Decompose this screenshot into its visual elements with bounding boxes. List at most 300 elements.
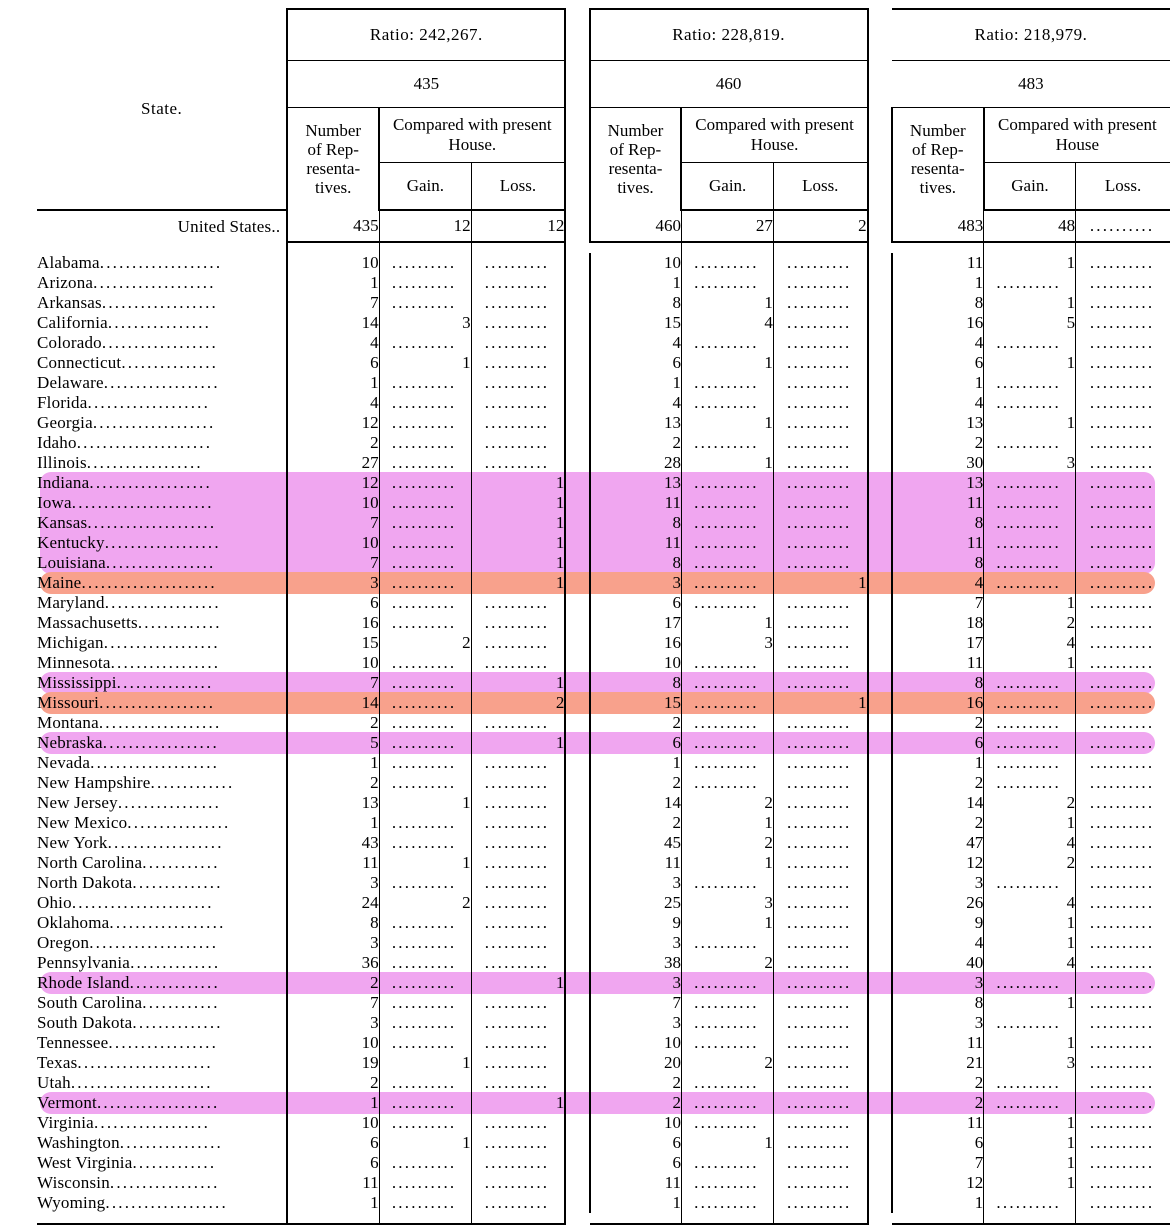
state-leader-dots: ................... xyxy=(93,273,216,292)
row-g2-loss xyxy=(773,933,867,953)
row-g2-loss xyxy=(773,333,867,353)
row-g1-loss xyxy=(471,1193,565,1213)
row-g3-number: 2 xyxy=(892,813,984,833)
row-gap-1 xyxy=(565,853,589,873)
row-g3-number: 4 xyxy=(892,333,984,353)
row-state-name xyxy=(37,493,287,513)
row-g3-gain xyxy=(984,273,1076,293)
leader-dots: .......... xyxy=(1089,1073,1155,1092)
row-gap-1 xyxy=(565,333,589,353)
group-3-number-header xyxy=(892,108,984,211)
leader-dots: .......... xyxy=(787,873,852,892)
row-g3-number: 26 xyxy=(892,893,984,913)
leader-dots: .......... xyxy=(787,373,852,392)
leader-dots: .......... xyxy=(391,613,457,632)
leader-dots: .......... xyxy=(694,973,759,992)
group-gap-4 xyxy=(868,61,892,108)
row-gap-1 xyxy=(565,393,589,413)
row-gap-2 xyxy=(868,393,892,413)
row-state-name xyxy=(37,973,287,993)
row-g3-gain xyxy=(984,753,1076,773)
leader-dots: .......... xyxy=(694,473,759,492)
state-leader-dots: ............. xyxy=(137,613,222,632)
row-g3-loss xyxy=(1076,453,1170,473)
row-g1-number: 2 xyxy=(287,1073,379,1093)
leader-dots: .......... xyxy=(694,1013,759,1032)
leader-dots: .......... xyxy=(996,1013,1061,1032)
row-state-name xyxy=(37,573,287,593)
row-g1-loss xyxy=(471,653,565,673)
row-g1-number: 27 xyxy=(287,453,379,473)
row-g2-gain xyxy=(681,333,773,353)
state-leader-dots: ................ xyxy=(107,313,212,332)
row-g2-loss xyxy=(773,1173,867,1193)
row-g1-gain: 2 xyxy=(379,633,471,653)
leader-dots: .......... xyxy=(694,673,759,692)
table-row xyxy=(37,453,1170,473)
row-g1-loss xyxy=(471,453,565,473)
row-g1-gain xyxy=(379,713,471,733)
row-gap-1 xyxy=(565,713,589,733)
leader-dots: .......... xyxy=(484,653,550,672)
row-g1-gain xyxy=(379,1073,471,1093)
row-g2-loss xyxy=(773,453,867,473)
state-leader-dots: ............... xyxy=(116,673,214,692)
row-g1-loss xyxy=(471,1073,565,1093)
row-gap-2 xyxy=(868,553,892,573)
leader-dots: .......... xyxy=(484,253,550,272)
row-state-name xyxy=(37,1113,287,1133)
leader-dots: .......... xyxy=(787,1193,852,1212)
leader-dots: .......... xyxy=(787,1173,852,1192)
row-g2-number: 16 xyxy=(590,633,682,653)
row-g3-loss xyxy=(1076,473,1170,493)
leader-dots: .......... xyxy=(996,873,1061,892)
leader-dots: .......... xyxy=(484,373,550,392)
row-g2-loss xyxy=(773,1193,867,1213)
row-g1-loss: 1 xyxy=(471,513,565,533)
leader-dots: .......... xyxy=(391,753,457,772)
row-g2-number: 2 xyxy=(590,713,682,733)
row-gap-1 xyxy=(565,633,589,653)
row-gap-2 xyxy=(868,813,892,833)
row-g1-loss: 1 xyxy=(471,493,565,513)
state-leader-dots: .................. xyxy=(102,733,219,752)
leader-dots: .......... xyxy=(391,813,457,832)
row-g1-number: 2 xyxy=(287,713,379,733)
leader-dots: .......... xyxy=(787,733,852,752)
leader-dots: .......... xyxy=(484,613,550,632)
table-row xyxy=(37,273,1170,293)
bottom-rule-cell xyxy=(1076,1213,1170,1224)
leader-dots: .......... xyxy=(1089,473,1155,492)
row-g2-number: 1 xyxy=(590,373,682,393)
row-g3-number: 8 xyxy=(892,513,984,533)
row-g3-number: 11 xyxy=(892,1033,984,1053)
bottom-rule-cell xyxy=(379,1213,471,1224)
row-gap-1 xyxy=(565,733,589,753)
row-gap-1 xyxy=(565,1113,589,1133)
leader-dots: .......... xyxy=(787,1133,852,1152)
row-g3-loss xyxy=(1076,733,1170,753)
leader-dots: .......... xyxy=(996,473,1061,492)
leader-dots: .......... xyxy=(1089,913,1155,932)
leader-dots: .......... xyxy=(996,773,1061,792)
table-row xyxy=(37,1073,1170,1093)
state-leader-dots: ............ xyxy=(142,993,220,1012)
row-g1-gain xyxy=(379,1193,471,1213)
row-g3-number: 21 xyxy=(892,1053,984,1073)
row-gap-2 xyxy=(868,613,892,633)
row-gap-1 xyxy=(565,413,589,433)
state-leader-dots: .................... xyxy=(89,933,219,952)
row-g3-number: 3 xyxy=(892,1013,984,1033)
row-g2-gain xyxy=(681,973,773,993)
row-g2-number: 6 xyxy=(590,1153,682,1173)
row-g3-gain xyxy=(984,733,1076,753)
row-g1-gain xyxy=(379,413,471,433)
row-g1-gain xyxy=(379,1153,471,1173)
leader-dots: .......... xyxy=(787,593,852,612)
row-g2-gain xyxy=(681,773,773,793)
row-g2-gain: 1 xyxy=(681,353,773,373)
state-label: Ohio xyxy=(37,893,72,912)
leader-dots: .......... xyxy=(1089,373,1155,392)
row-state-name xyxy=(37,1133,287,1153)
row-g3-number: 11 xyxy=(892,253,984,273)
row-g1-number: 36 xyxy=(287,953,379,973)
row-g2-number: 13 xyxy=(590,473,682,493)
leader-dots: .......... xyxy=(1089,553,1155,572)
state-leader-dots: .................. xyxy=(103,633,220,652)
row-gap-2 xyxy=(868,873,892,893)
group-1-ratio-header: Ratio: 242,267. xyxy=(287,9,565,61)
row-gap-2 xyxy=(868,333,892,353)
row-g2-number: 8 xyxy=(590,513,682,533)
row-g2-number: 3 xyxy=(590,933,682,953)
row-g3-number: 1 xyxy=(892,753,984,773)
row-g2-loss xyxy=(773,1133,867,1153)
row-g2-number: 10 xyxy=(590,1033,682,1053)
row-g1-number: 10 xyxy=(287,533,379,553)
row-gap-1 xyxy=(565,873,589,893)
leader-dots: .......... xyxy=(787,513,852,532)
leader-dots: .......... xyxy=(694,493,759,512)
state-leader-dots: .................. xyxy=(109,913,226,932)
row-g1-loss xyxy=(471,1173,565,1193)
row-state-name xyxy=(37,1193,287,1213)
row-gap-2 xyxy=(868,353,892,373)
row-g1-gain xyxy=(379,533,471,553)
leader-dots: .......... xyxy=(1089,773,1155,792)
leader-dots: .......... xyxy=(694,873,759,892)
state-label: Tennessee xyxy=(37,1033,109,1052)
leader-dots: .......... xyxy=(694,553,759,572)
row-g2-loss xyxy=(773,373,867,393)
row-g1-loss xyxy=(471,713,565,733)
total-g3-number: 483 xyxy=(892,210,984,242)
leader-dots: .......... xyxy=(787,413,852,432)
row-g2-loss xyxy=(773,833,867,853)
row-g2-gain xyxy=(681,713,773,733)
leader-dots: .......... xyxy=(996,693,1061,712)
row-g1-gain xyxy=(379,473,471,493)
state-leader-dots: .................. xyxy=(99,693,216,712)
row-gap-2 xyxy=(868,293,892,313)
row-g3-loss xyxy=(1076,953,1170,973)
leader-dots: .......... xyxy=(996,573,1061,592)
apportionment-table xyxy=(37,8,1170,1225)
row-g1-number: 19 xyxy=(287,1053,379,1073)
leader-dots: .......... xyxy=(391,393,457,412)
row-state-name xyxy=(37,313,287,333)
leader-dots: .......... xyxy=(787,1053,852,1072)
table-row xyxy=(37,1173,1170,1193)
row-g2-gain xyxy=(681,473,773,493)
row-g1-gain xyxy=(379,933,471,953)
row-state-name xyxy=(37,453,287,473)
row-g2-loss xyxy=(773,653,867,673)
leader-dots: .......... xyxy=(1089,753,1155,772)
row-g3-loss xyxy=(1076,513,1170,533)
table-row xyxy=(37,393,1170,413)
state-label: Michigan xyxy=(37,633,104,652)
row-g3-loss xyxy=(1076,333,1170,353)
row-g1-number: 10 xyxy=(287,1113,379,1133)
row-g3-gain xyxy=(984,1193,1076,1213)
row-g2-loss: 1 xyxy=(773,693,867,713)
row-g3-loss xyxy=(1076,533,1170,553)
leader-dots: .......... xyxy=(996,373,1061,392)
row-state-name xyxy=(37,553,287,573)
row-g3-number: 2 xyxy=(892,433,984,453)
group-2-gain-header: Gain. xyxy=(681,163,773,211)
row-g1-loss: 1 xyxy=(471,533,565,553)
table-row xyxy=(37,253,1170,273)
row-g3-loss xyxy=(1076,253,1170,273)
row-g3-loss xyxy=(1076,933,1170,953)
leader-dots: .......... xyxy=(1089,513,1155,532)
leader-dots: .......... xyxy=(694,1173,759,1192)
row-gap-1 xyxy=(565,993,589,1013)
row-gap-2 xyxy=(868,633,892,653)
leader-dots: .......... xyxy=(787,433,852,452)
row-state-name xyxy=(37,1173,287,1193)
leader-dots: .......... xyxy=(1089,973,1155,992)
row-gap-2 xyxy=(868,693,892,713)
row-state-name xyxy=(37,1153,287,1173)
row-state-name xyxy=(37,1093,287,1113)
row-g2-gain: 1 xyxy=(681,293,773,313)
row-gap-2 xyxy=(868,453,892,473)
row-g1-gain xyxy=(379,753,471,773)
row-gap-2 xyxy=(868,433,892,453)
row-g1-loss xyxy=(471,953,565,973)
leader-dots: .......... xyxy=(484,933,550,952)
leader-dots: .......... xyxy=(1089,216,1155,235)
group-1-gain-header: Gain. xyxy=(379,163,471,211)
state-label: North Carolina xyxy=(37,853,143,872)
table-row xyxy=(37,873,1170,893)
state-label: Virginia xyxy=(37,1113,94,1132)
row-g2-gain: 4 xyxy=(681,313,773,333)
bottom-rule-cell xyxy=(590,1213,682,1224)
row-g3-loss xyxy=(1076,353,1170,373)
leader-dots: .......... xyxy=(1089,293,1155,312)
leader-dots: .......... xyxy=(1089,413,1155,432)
row-g3-gain xyxy=(984,673,1076,693)
row-g2-loss xyxy=(773,313,867,333)
row-gap-2 xyxy=(868,593,892,613)
row-gap-2 xyxy=(868,913,892,933)
leader-dots: .......... xyxy=(484,953,550,972)
row-g1-number: 6 xyxy=(287,1133,379,1153)
row-state-name xyxy=(37,933,287,953)
row-g1-loss xyxy=(471,1033,565,1053)
row-g2-number: 2 xyxy=(590,1073,682,1093)
row-gap-1 xyxy=(565,973,589,993)
state-leader-dots: .................. xyxy=(86,453,203,472)
row-g2-number: 7 xyxy=(590,993,682,1013)
row-g2-gain xyxy=(681,673,773,693)
row-g3-loss xyxy=(1076,493,1170,513)
row-g2-loss xyxy=(773,353,867,373)
table-row xyxy=(37,373,1170,393)
row-g1-gain: 1 xyxy=(379,1053,471,1073)
row-g3-number: 1 xyxy=(892,373,984,393)
row-g1-number: 43 xyxy=(287,833,379,853)
row-g1-number: 6 xyxy=(287,353,379,373)
row-g2-gain: 1 xyxy=(681,613,773,633)
row-g1-number: 1 xyxy=(287,753,379,773)
leader-dots: .......... xyxy=(391,773,457,792)
row-g3-loss xyxy=(1076,393,1170,413)
row-g2-loss xyxy=(773,613,867,633)
state-leader-dots: .................. xyxy=(101,333,218,352)
row-g1-gain xyxy=(379,433,471,453)
row-g1-gain xyxy=(379,733,471,753)
group-3-ratio-header: Ratio: 218,979. xyxy=(892,9,1170,61)
row-g1-loss xyxy=(471,353,565,373)
group-3-gain-header: Gain. xyxy=(984,163,1076,211)
leader-dots: .......... xyxy=(391,973,457,992)
table-row xyxy=(37,1093,1170,1113)
row-gap-1 xyxy=(565,373,589,393)
row-state-name xyxy=(37,693,287,713)
leader-dots: .......... xyxy=(391,373,457,392)
bottom-rule-cell xyxy=(681,1213,773,1224)
row-gap-1 xyxy=(565,313,589,333)
row-g3-gain xyxy=(984,713,1076,733)
row-g1-number: 24 xyxy=(287,893,379,913)
row-g1-loss xyxy=(471,893,565,913)
row-g3-number: 12 xyxy=(892,853,984,873)
row-g2-number: 4 xyxy=(590,393,682,413)
row-g3-loss xyxy=(1076,1033,1170,1053)
leader-dots: .......... xyxy=(1089,353,1155,372)
leader-dots: .......... xyxy=(484,893,550,912)
row-gap-1 xyxy=(565,1133,589,1153)
group-1-number-header xyxy=(287,108,379,211)
spacer-cell xyxy=(1076,242,1170,253)
state-leader-dots: ................... xyxy=(98,713,222,732)
leader-dots: .......... xyxy=(787,533,852,552)
table-row xyxy=(37,1013,1170,1033)
row-gap-2 xyxy=(868,793,892,813)
row-gap-2 xyxy=(868,413,892,433)
table-row xyxy=(37,693,1170,713)
leader-dots: .......... xyxy=(694,733,759,752)
leader-dots: .......... xyxy=(484,813,550,832)
row-g3-number: 3 xyxy=(892,873,984,893)
row-g1-gain xyxy=(379,773,471,793)
row-g2-number: 1 xyxy=(590,273,682,293)
leader-dots: .......... xyxy=(787,1093,852,1112)
state-leader-dots: .............. xyxy=(129,973,220,992)
state-leader-dots: .................. xyxy=(104,593,221,612)
row-g3-loss xyxy=(1076,1093,1170,1113)
row-g3-gain: 2 xyxy=(984,793,1076,813)
row-gap-2 xyxy=(868,1093,892,1113)
row-g3-loss xyxy=(1076,853,1170,873)
row-g1-loss xyxy=(471,873,565,893)
group-gap-7 xyxy=(565,163,589,211)
row-g1-number: 2 xyxy=(287,433,379,453)
row-g1-gain: 3 xyxy=(379,313,471,333)
row-gap-1 xyxy=(565,693,589,713)
leader-dots: .......... xyxy=(1089,873,1155,892)
row-gap-2 xyxy=(868,1193,892,1213)
total-g2-number: 460 xyxy=(590,210,682,242)
row-state-name xyxy=(37,533,287,553)
row-g3-gain xyxy=(984,333,1076,353)
row-state-name xyxy=(37,1013,287,1033)
leader-dots: .......... xyxy=(391,933,457,952)
row-state-name xyxy=(37,813,287,833)
total-g1-loss: 12 xyxy=(471,210,565,242)
leader-dots: .......... xyxy=(391,1033,457,1052)
row-g3-gain: 1 xyxy=(984,1113,1076,1133)
row-g1-loss: 1 xyxy=(471,473,565,493)
leader-dots: .......... xyxy=(787,853,852,872)
leader-dots: .......... xyxy=(694,373,759,392)
row-g1-loss xyxy=(471,373,565,393)
bottom-rule-cell xyxy=(287,1213,379,1224)
leader-dots: .......... xyxy=(694,1033,759,1052)
row-g3-number: 3 xyxy=(892,973,984,993)
state-label: Minnesota xyxy=(37,653,111,672)
total-separator-row xyxy=(37,242,1170,253)
row-g3-loss xyxy=(1076,973,1170,993)
row-g2-gain: 1 xyxy=(681,1133,773,1153)
leader-dots: .......... xyxy=(391,413,457,432)
row-g1-number: 10 xyxy=(287,253,379,273)
row-g2-loss xyxy=(773,773,867,793)
row-gap-1 xyxy=(565,453,589,473)
row-g2-loss xyxy=(773,493,867,513)
state-leader-dots: .................... xyxy=(87,513,217,532)
row-g3-number: 11 xyxy=(892,493,984,513)
state-leader-dots: ............... xyxy=(121,353,219,372)
row-g3-gain: 1 xyxy=(984,993,1076,1013)
row-g3-number: 6 xyxy=(892,733,984,753)
row-g2-loss xyxy=(773,1113,867,1133)
leader-dots: .......... xyxy=(694,513,759,532)
row-g3-gain xyxy=(984,513,1076,533)
leader-dots: .......... xyxy=(787,953,852,972)
group-gap-6 xyxy=(868,108,892,163)
row-g3-gain xyxy=(984,773,1076,793)
